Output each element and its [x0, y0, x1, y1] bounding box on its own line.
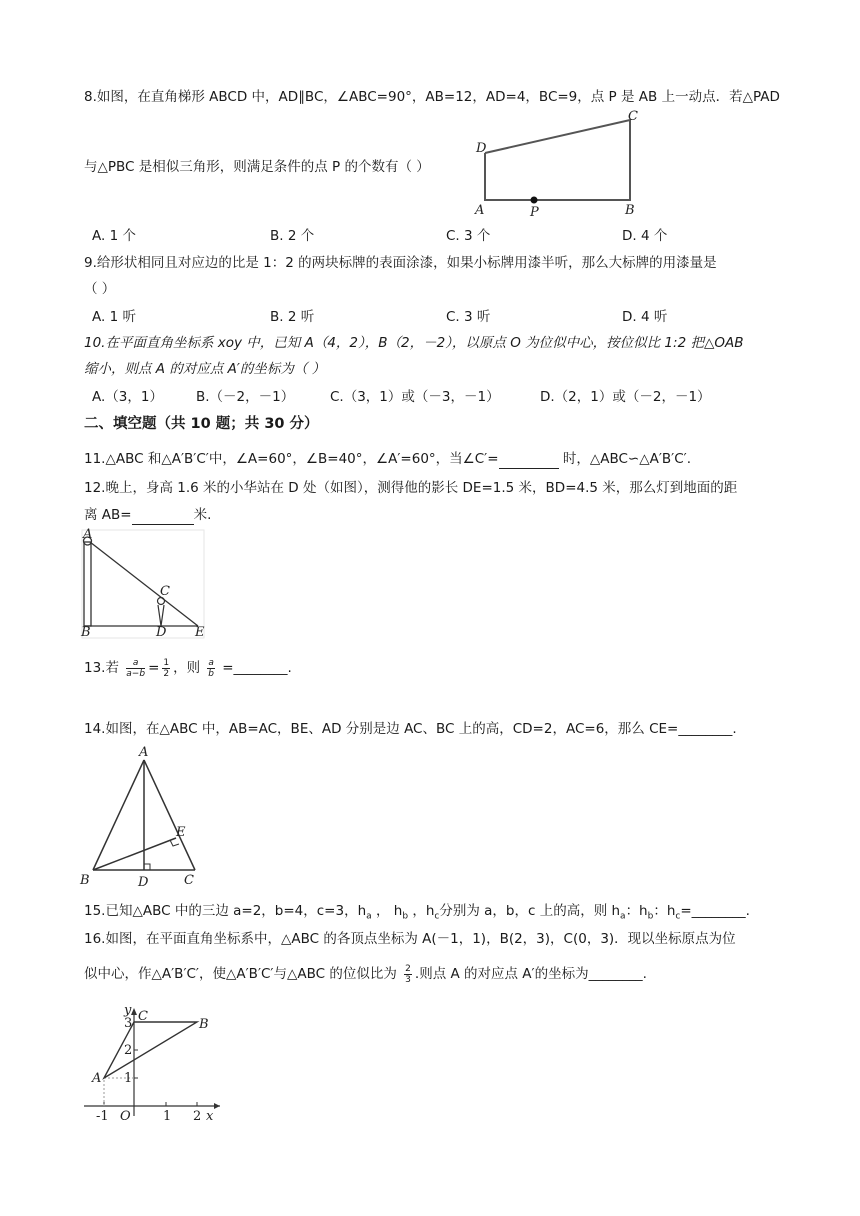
q13-fraction-3: $\frac{a}{b}$ [208, 657, 215, 679]
q8-option-d[interactable]: D. 4 个 [622, 228, 668, 244]
q13-fraction-2: $\frac{1}{2}$ [163, 657, 170, 679]
q13-equals: = [148, 660, 160, 676]
q15-text-3: ，h [408, 903, 435, 919]
q13-mid: ，则 [173, 660, 201, 676]
q15-sub-a-2: a [620, 911, 626, 922]
q10-option-b[interactable]: B.（－2，－1） [196, 389, 295, 405]
q16-label-a: A [92, 1071, 102, 1086]
q16-xtick-1: 1 [163, 1109, 172, 1122]
q9-option-c[interactable]: C. 3 听 [446, 309, 491, 325]
q15-text-6: ：h [653, 903, 676, 919]
q8-option-c[interactable]: C. 3 个 [446, 228, 491, 244]
q15-sub-b: b [402, 911, 409, 922]
q9-option-d[interactable]: D. 4 听 [622, 309, 668, 325]
q16-line1: 16.如图，在平面直角坐标系中，△ABC 的各顶点坐标为 A(－1，1)，B(2，3)，C(0，3)．现以坐标原点为位 [84, 931, 736, 947]
q14-triangle-figure [76, 744, 206, 888]
q11-text-after: 时，△ABC∽△A′B′C′. [558, 451, 692, 467]
q13-fraction-1: $\frac{a}{a-b}$ [126, 657, 146, 679]
q15-sub-b-2: b [647, 911, 654, 922]
q12-text-before: 离 AB= [84, 507, 132, 523]
q15-line [84, 902, 750, 926]
q16-xtick-2: 2 [193, 1109, 202, 1122]
q14-label-e: E [176, 825, 186, 840]
q12-label-d: D [156, 625, 167, 640]
q8-label-a: A [475, 203, 485, 218]
q8-line1: 8.如图，在直角梯形 ABCD 中，AD∥BC，∠ABC=90°，AB=12，AD=4，BC=9，点 P 是 AB 上一动点．若△PAD [84, 89, 780, 105]
q15-text-5: ：h [625, 903, 648, 919]
q10-line2: 缩小，则点 A 的对应点 A′的坐标为（ ） [84, 361, 326, 377]
q16-text-after: .则点 A 的对应点 A′的坐标为________. [414, 966, 647, 982]
q16-xtick-neg1: -1 [96, 1109, 109, 1122]
q16-label-c: C [138, 1009, 148, 1024]
section-2-heading: 二、填空题（共 10 题；共 30 分） [84, 416, 319, 432]
q15-sub-a: a [366, 911, 372, 922]
q16-label-x: x [206, 1109, 214, 1122]
q12-line2 [84, 506, 211, 525]
q15-text-2: ， h [371, 903, 403, 919]
q14-label-a: A [139, 745, 149, 760]
q12-label-a: A [83, 528, 93, 542]
q14-label-c: C [184, 873, 194, 888]
q13-prefix: 13.若 [84, 660, 119, 676]
q15-text-4: 分别为 a，b，c 上的高，则 h [439, 903, 621, 919]
q8-trapezoid-figure [470, 108, 645, 220]
q8-option-b[interactable]: B. 2 个 [270, 228, 315, 244]
q8-label-b: B [625, 203, 635, 218]
q8-line2: 与△PBC 是相似三角形，则满足条件的点 P 的个数有（ ） [84, 159, 430, 175]
q9-line1: 9.给形状相同且对应边的比是 1：2 的两块标牌的表面涂漆，如果小标牌用漆半听，那么大标牌的用漆量是 [84, 255, 717, 271]
q16-ytick-3: 3 [124, 1016, 133, 1031]
q10-line1: 10.在平面直角坐标系 xoy 中，已知 A（4，2），B（2，－2），以原点 O 为位似中心，按位似比 1:2 把△OAB [84, 335, 744, 351]
q15-sub-c-2: c [675, 911, 681, 922]
q14-label-b: B [80, 873, 90, 888]
q16-label-y: y [124, 1003, 132, 1018]
q11-line [84, 450, 691, 469]
q12-line1: 12.晚上，身高 1.6 米的小华站在 D 处（如图），测得他的影长 DE=1.5 米，BD=4.5 米，那么灯到地面的距 [84, 480, 738, 496]
q12-label-b: B [81, 625, 91, 640]
q15-sub-c: c [434, 911, 440, 922]
q9-option-a[interactable]: A. 1 听 [92, 309, 136, 325]
q15-text-7: =________. [680, 903, 750, 919]
q9-option-b[interactable]: B. 2 听 [270, 309, 315, 325]
q9-line2: （ ） [84, 281, 116, 297]
q8-label-c: C [628, 109, 638, 124]
q8-label-d: D [476, 141, 487, 156]
q16-line2 [84, 962, 647, 986]
q12-label-e: E [195, 625, 205, 640]
q12-text-after: 米. [193, 507, 212, 523]
q8-point-p-dot [531, 197, 538, 204]
q8-label-p: P [530, 205, 539, 220]
q14-label-d: D [138, 875, 149, 888]
q16-fraction: $\frac{2}{3}$ [405, 963, 411, 985]
q16-label-o: O [120, 1109, 131, 1122]
q10-option-d[interactable]: D.（2，1）或（－2，－1） [540, 389, 711, 405]
q16-coordinate-figure [78, 1002, 226, 1122]
q11-answer-blank[interactable] [499, 450, 559, 469]
q16-ytick-1: 1 [124, 1071, 133, 1086]
q16-text-before: 似中心，作△A′B′C′，使△A′B′C′与△ABC 的位似比为 [84, 966, 397, 982]
q16-ytick-2: 2 [124, 1043, 133, 1058]
q12-lamp-figure [78, 528, 208, 640]
q16-label-b: B [199, 1017, 209, 1032]
q12-answer-blank[interactable] [132, 506, 194, 525]
q10-option-a[interactable]: A.（3，1） [92, 389, 163, 405]
q15-text-1: 15.已知△ABC 中的三边 a=2，b=4，c=3，h [84, 903, 367, 919]
q12-label-c: C [160, 584, 170, 599]
q14-line: 14.如图，在△ABC 中，AB=AC，BE、AD 分别是边 AC、BC 上的高，CD=2，AC=6，那么 CE=________. [84, 721, 737, 737]
q10-option-c[interactable]: C.（3，1）或（－3，－1） [330, 389, 500, 405]
q13-line [84, 656, 292, 680]
q13-suffix: =________. [222, 660, 292, 676]
q8-option-a[interactable]: A. 1 个 [92, 228, 136, 244]
q11-text-before: 11.△ABC 和△A′B′C′中，∠A=60°，∠B=40°，∠A′=60°，当∠C′= [84, 451, 499, 467]
